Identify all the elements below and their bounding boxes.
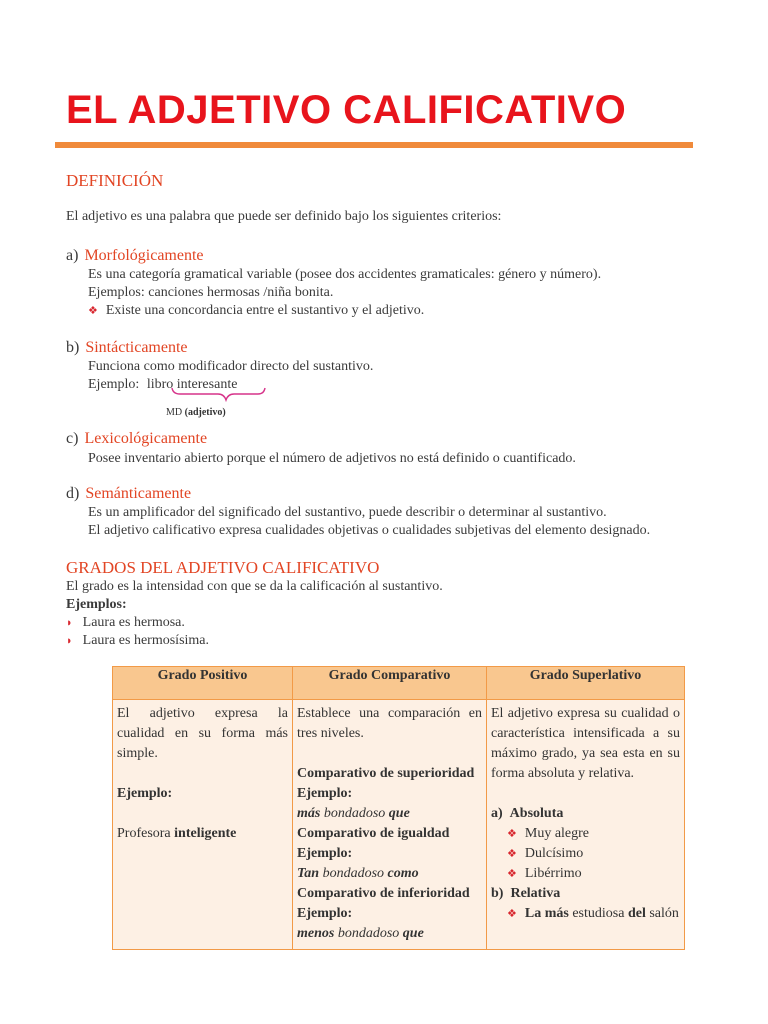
md-note: (adjetivo) — [184, 407, 226, 418]
criterio-d-line-1: Es un amplificador del significado del sustantivo, puede describir o determinar al sustantivo. — [88, 505, 607, 520]
title-underline — [55, 142, 693, 148]
criterio-c-letter: c) — [66, 430, 79, 447]
table-header-row — [113, 667, 685, 700]
half-circle-bullet-icon: ◗ — [66, 635, 73, 647]
criterio-a-letter: a) — [66, 247, 79, 264]
criterio-b-example-noun: libro — [146, 377, 174, 392]
criterio-b-example-label: Ejemplo: — [88, 377, 140, 392]
cell-superlativo — [487, 700, 685, 950]
grados-examples-label: Ejemplos: — [66, 597, 127, 612]
cell-comparativo — [293, 700, 487, 950]
example-marker: menos — [297, 926, 335, 941]
criterio-c-line-1: Posee inventario abierto porque el número de adjetivos no está definido o cuantificado. — [88, 451, 576, 466]
criterio-d-title: Semánticamente — [85, 485, 192, 502]
grados-heading: GRADOS DEL ADJETIVO CALIFICATIVO — [66, 558, 380, 577]
absoluta-item-text: Muy alegre — [524, 826, 590, 841]
absoluta-title: Absoluta — [509, 806, 564, 821]
criterio-a-line-2: Ejemplos: canciones hermosas /niña bonita. — [88, 285, 334, 300]
criterio-c-title: Lexicológicamente — [84, 430, 208, 447]
absoluta-item-text: Dulcísimo — [524, 846, 584, 861]
comparativo-level-label: Ejemplo: — [297, 906, 353, 921]
positivo-example-label: Ejemplo: — [117, 786, 173, 801]
comparativo-level-title: Comparativo de superioridad — [297, 766, 475, 781]
positivo-example-pre: Profesora — [117, 826, 175, 841]
criterio-a-heading — [66, 247, 204, 265]
absoluta-item — [491, 864, 680, 884]
comparativo-level-example — [297, 864, 482, 884]
definicion-heading: DEFINICIÓN — [66, 171, 164, 190]
superlativo-desc: El adjetivo expresa su cualidad o característica intensificada a su máximo grado, ya sea esta en su forma absoluta y relativa. — [491, 706, 680, 781]
example-marker: que — [388, 806, 410, 821]
header-grado-superlativo: Grado Superlativo — [487, 667, 685, 700]
example-marker: como — [387, 866, 419, 881]
example-marker: que — [402, 926, 424, 941]
positivo-example-adj: inteligente — [174, 826, 237, 841]
criterio-c-heading — [66, 430, 207, 448]
header-grado-comparativo: Grado Comparativo — [293, 667, 487, 700]
comparativo-level-example — [297, 924, 482, 944]
half-circle-bullet-icon: ◗ — [66, 617, 73, 629]
example-adj: bondadoso — [319, 866, 388, 881]
relativa-title: Relativa — [510, 886, 561, 901]
relativa-del: del — [627, 906, 646, 921]
cell-positivo — [113, 700, 293, 950]
positivo-example — [117, 824, 288, 844]
criterio-b-heading — [66, 339, 188, 357]
grados-example-2-text: Laura es hermosísima. — [82, 633, 210, 648]
criterio-b-example-adjective: interesante — [176, 377, 238, 392]
example-adj: bondadoso — [320, 806, 389, 821]
criterio-b-letter: b) — [66, 339, 80, 356]
grados-table — [112, 666, 685, 950]
comparativo-level-example — [297, 804, 482, 824]
diamond-bullet-icon: ❖ — [507, 828, 517, 840]
absoluta-item — [491, 824, 680, 844]
grados-example-1-text: Laura es hermosa. — [82, 615, 185, 630]
absoluta-letter: a) — [491, 806, 503, 821]
relativa-item — [491, 904, 680, 924]
relativa-letter: b) — [491, 886, 504, 901]
criterio-d-letter: d) — [66, 485, 80, 502]
grados-example-2 — [66, 633, 209, 649]
criterio-d-line-2: El adjetivo calificativo expresa cualidades objetivas o cualidades subjetivas del elemento designado. — [88, 523, 651, 538]
absoluta-item-text: Libérrimo — [524, 866, 582, 881]
brace-icon — [146, 386, 266, 402]
page-title: EL ADJETIVO CALIFICATIVO — [66, 88, 627, 132]
comparativo-desc: Establece una comparación en tres niveles. — [297, 706, 482, 741]
absoluta-item — [491, 844, 680, 864]
relativa-post: salón — [645, 906, 679, 921]
diamond-bullet-icon: ❖ — [88, 305, 98, 317]
example-adj: bondadoso — [334, 926, 403, 941]
table-row — [113, 700, 685, 950]
superlativo-absoluta-heading — [491, 804, 680, 824]
grados-intro: El grado es la intensidad con que se da la calificación al sustantivo. — [66, 579, 443, 594]
header-grado-positivo: Grado Positivo — [113, 667, 293, 700]
definicion-intro: El adjetivo es una palabra que puede ser definido bajo los siguientes criterios: — [66, 209, 502, 224]
diamond-bullet-icon: ❖ — [507, 848, 517, 860]
criterio-a-title: Morfológicamente — [84, 247, 204, 264]
positivo-desc: El adjetivo expresa la cualidad en su forma más simple. — [117, 706, 288, 761]
criterio-b-title: Sintácticamente — [85, 339, 188, 356]
criterio-d-heading — [66, 485, 191, 503]
comparativo-level-label: Ejemplo: — [297, 846, 353, 861]
criterio-a-bullet-text: Existe una concordancia entre el sustantivo y el adjetivo. — [105, 303, 425, 318]
criterio-a-bullet — [88, 303, 424, 319]
md-annotation — [166, 407, 226, 418]
md-label: MD — [166, 407, 183, 418]
relativa-pre: La más — [524, 906, 569, 921]
comparativo-level-title: Comparativo de igualdad — [297, 826, 450, 841]
superlativo-relativa-heading — [491, 884, 680, 904]
comparativo-level-title: Comparativo de inferioridad — [297, 886, 470, 901]
comparativo-level-label: Ejemplo: — [297, 786, 353, 801]
diamond-bullet-icon: ❖ — [507, 868, 517, 880]
criterio-a-line-1: Es una categoría gramatical variable (posee dos accidentes gramaticales: género y número). — [88, 267, 602, 282]
diamond-bullet-icon: ❖ — [507, 908, 517, 920]
relativa-mid: estudiosa — [568, 906, 628, 921]
example-marker: Tan — [297, 866, 320, 881]
grados-example-1 — [66, 615, 185, 631]
example-marker: más — [297, 806, 321, 821]
criterio-b-line-1: Funciona como modificador directo del sustantivo. — [88, 359, 374, 374]
